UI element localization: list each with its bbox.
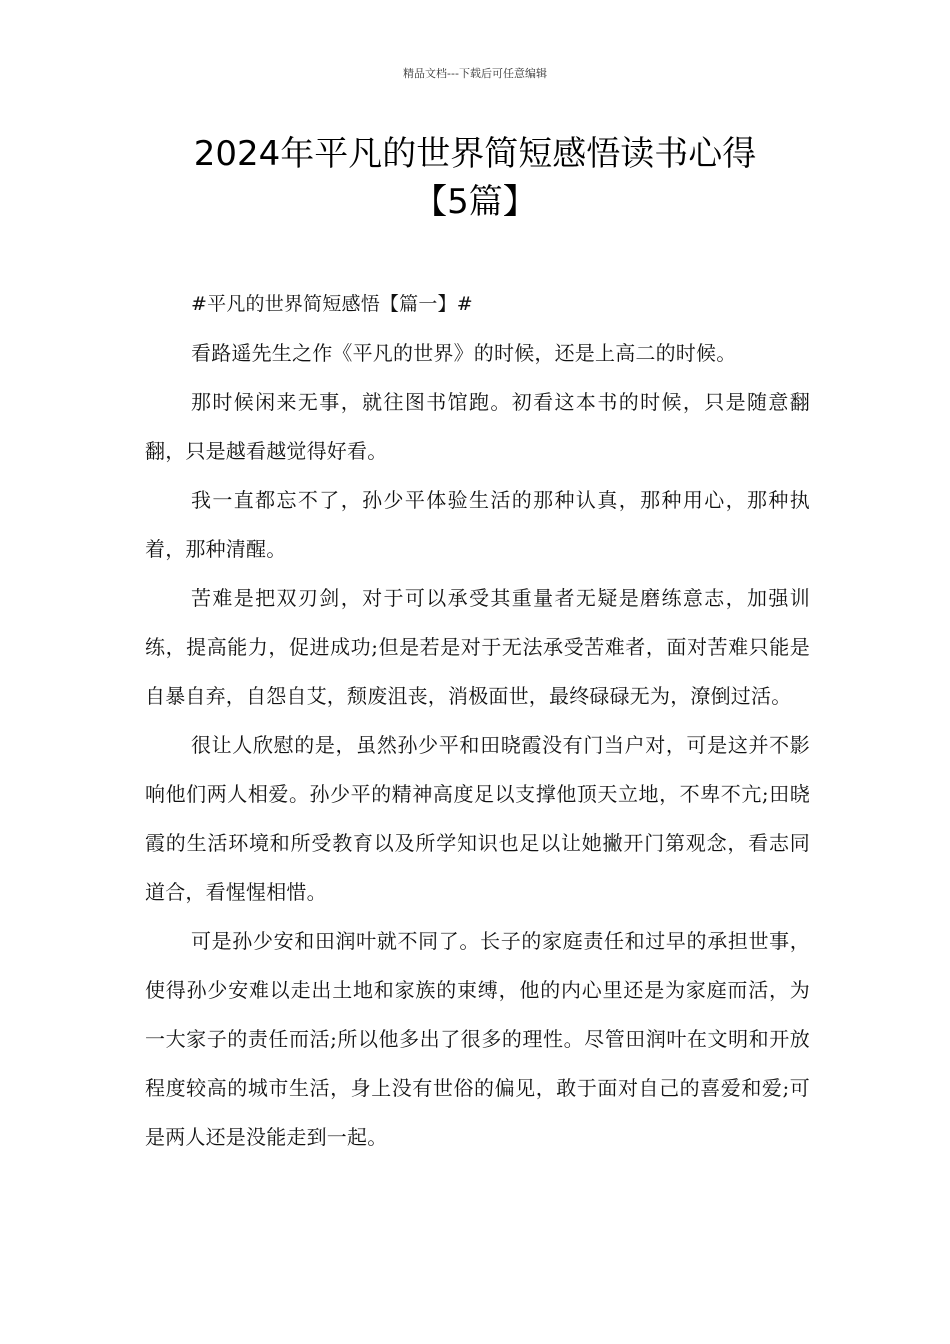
document-body [145, 280, 810, 1162]
section-heading: #平凡的世界简短感悟【篇一】# [191, 293, 473, 315]
title-line-1: 2024年平凡的世界简短感悟读书心得 [193, 134, 757, 174]
document-title [100, 130, 850, 226]
paragraph: 苦难是把双刃剑，对于可以承受其重量者无疑是磨练意志，加强训练，提高能力，促进成功;但是若是对于无法承受苦难者，面对苦难只能是自暴自弃，自怨自艾，颓废沮丧，消极面世，最终碌碌无为，潦倒过活。 [145, 586, 810, 708]
paragraph: 看路遥先生之作《平凡的世界》的时候，还是上高二的时候。 [191, 341, 737, 365]
paragraph: 那时候闲来无事，就往图书馆跑。初看这本书的时候，只是随意翻翻，只是越看越觉得好看。 [145, 390, 810, 463]
paragraph: 可是孙少安和田润叶就不同了。长子的家庭责任和过早的承担世事，使得孙少安难以走出土地和家族的束缚，他的内心里还是为家庭而活，为一大家子的责任而活;所以他多出了很多的理性。尽管田润叶在文明和开放程度较高的城市生活，身上没有世俗的偏见，敢于面对自己的喜爱和爱;可是两人还是没能走到一起。 [145, 929, 810, 1149]
title-line-2: 【5篇】 [413, 182, 537, 222]
page-header-note: 精品文档---下载后可任意编辑 [403, 67, 547, 80]
paragraph: 我一直都忘不了，孙少平体验生活的那种认真，那种用心，那种执着，那种清醒。 [145, 488, 810, 561]
paragraph: 很让人欣慰的是，虽然孙少平和田晓霞没有门当户对，可是这并不影响他们两人相爱。孙少平的精神高度足以支撑他顶天立地，不卑不亢;田晓霞的生活环境和所受教育以及所学知识也足以让她撇开门第观念，看志同道合，看惺惺相惜。 [145, 733, 810, 904]
